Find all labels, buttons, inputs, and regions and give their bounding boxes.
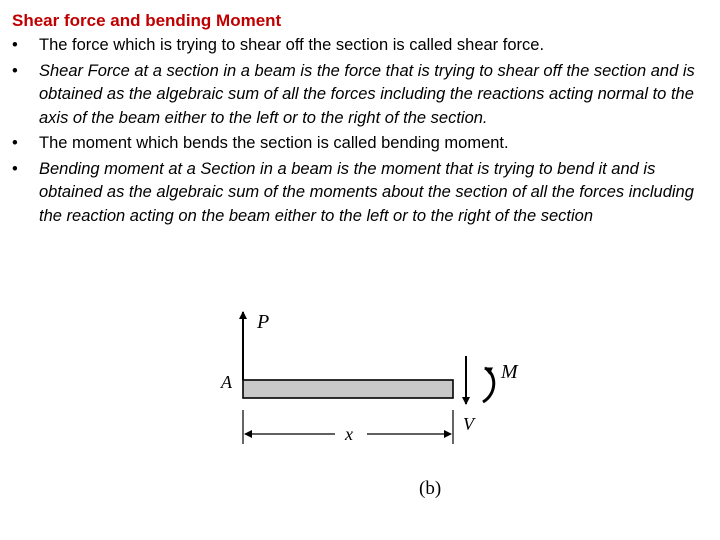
bullet-item [12, 34, 708, 58]
bullet-marker: • [12, 36, 18, 54]
beam-diagram [195, 298, 525, 520]
bullet-text: The moment which bends the section is called bending moment. [39, 134, 509, 152]
bullet-marker: • [12, 134, 18, 152]
bullet-marker: • [12, 61, 18, 80]
slide-title: Shear force and bending Moment [12, 11, 282, 30]
bullet-item [12, 60, 708, 131]
label-m: M [501, 361, 518, 383]
label-v: V [463, 414, 474, 434]
bullet-item [12, 132, 708, 156]
figure-caption: (b) [419, 478, 442, 499]
bullet-item [12, 158, 708, 229]
label-x: x [345, 424, 353, 444]
beam-diagram-svg [195, 298, 525, 520]
bullet-text: Shear Force at a section in a beam is the force that is trying to shear off the section and is obtained as the algebraic sum of all the forces including the reactions acting normal to the axis of the beam either to the left or to the right of the section. [39, 61, 695, 127]
moment-m-arrow [483, 368, 494, 402]
bullet-list [12, 34, 708, 230]
label-a: A [221, 372, 232, 392]
bullet-text: The force which is trying to shear off the section is called shear force. [39, 36, 545, 54]
label-p: P [257, 311, 270, 333]
bullet-marker: • [12, 159, 18, 178]
beam [243, 380, 453, 398]
bullet-text: Bending moment at a Section in a beam is the moment that is trying to bend it and is obtained as the algebraic sum of the moments about the section of all the forces including the reaction acting on the beam either to the left or to the right of the section [39, 159, 694, 225]
